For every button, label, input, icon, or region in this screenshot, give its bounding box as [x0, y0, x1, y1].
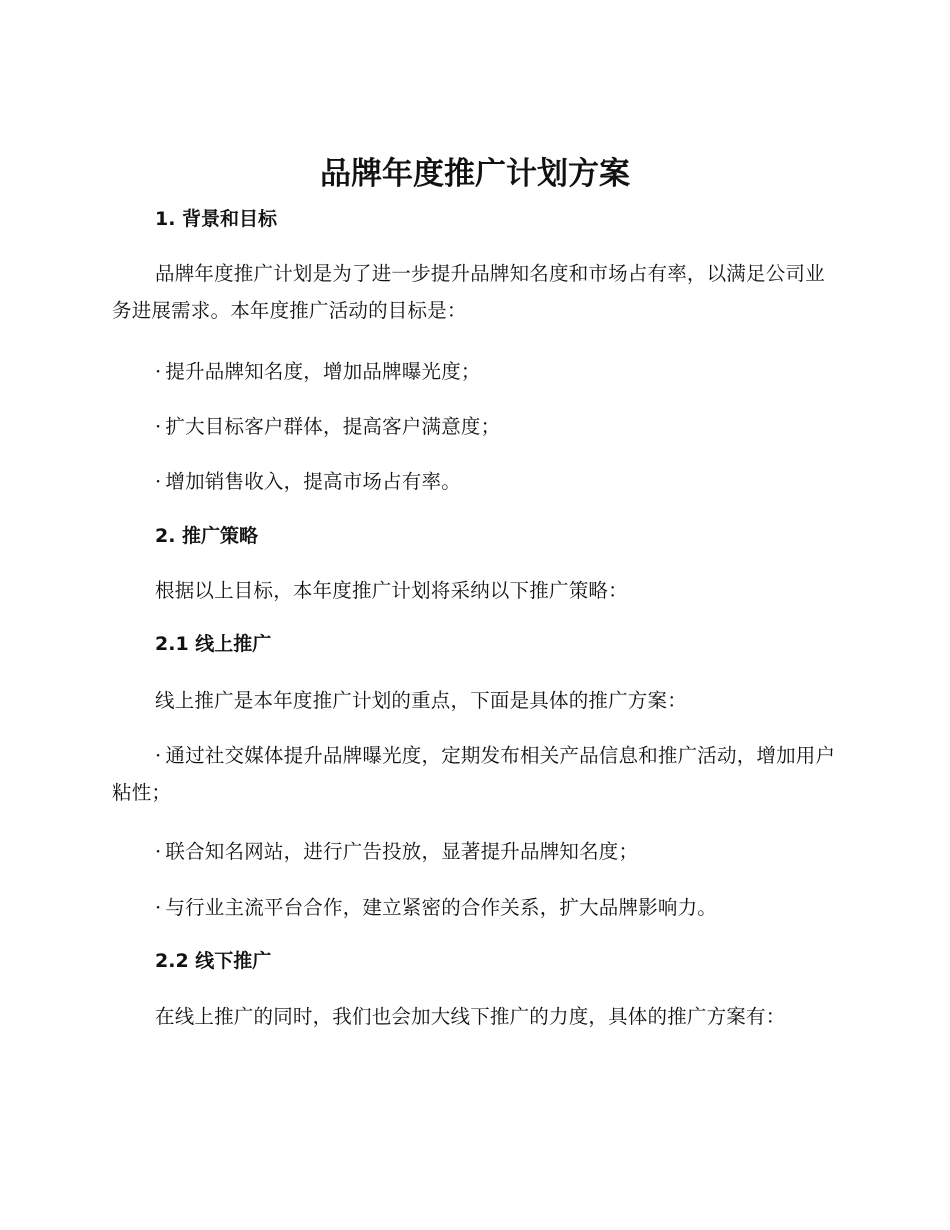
bullet-dot-icon: ·	[155, 744, 162, 767]
list-item-text: 增加销售收入，提高市场占有率。	[165, 470, 461, 493]
list-item	[112, 833, 836, 870]
list-item	[112, 889, 836, 926]
list-item-text: 与行业主流平台合作，建立紧密的合作关系，扩大品牌影响力。	[165, 896, 718, 919]
paragraph-offline-intro: 在线上推广的同时，我们也会加大线下推广的力度，具体的推广方案有：	[155, 1005, 786, 1028]
list-item	[112, 737, 836, 811]
bullet-dot-icon: ·	[155, 840, 162, 863]
section-heading-background-goals: 1. 背景和目标	[155, 208, 278, 230]
bullet-dot-icon: ·	[155, 470, 162, 493]
paragraph-online-intro: 线上推广是本年度推广计划的重点，下面是具体的推广方案：	[155, 689, 687, 712]
paragraph-strategy-intro: 根据以上目标，本年度推广计划将采纳以下推广策略：	[155, 579, 628, 602]
list-item	[112, 353, 836, 390]
bullet-dot-icon: ·	[155, 360, 162, 383]
list-item-text: 提升品牌知名度，增加品牌曝光度；	[165, 360, 481, 383]
list-item-text: 通过社交媒体提升品牌曝光度，定期发布相关产品信息和推广活动，增加用户粘性；	[112, 744, 836, 804]
section-heading-offline: 2.2 线下推广	[155, 950, 272, 972]
section-heading-strategy: 2. 推广策略	[155, 525, 259, 547]
paragraph-background-intro: 品牌年度推广计划是为了进一步提升品牌知名度和市场占有率，以满足公司业务进展需求。本年度推广活动的目标是：	[112, 262, 825, 322]
bullet-dot-icon: ·	[155, 896, 162, 919]
bullet-dot-icon: ·	[155, 415, 162, 438]
list-item	[112, 463, 836, 500]
list-item-text: 联合知名网站，进行广告投放，显著提升品牌知名度；	[165, 840, 639, 863]
section-heading-online: 2.1 线上推广	[155, 633, 272, 655]
list-item	[112, 408, 836, 445]
list-item-text: 扩大目标客户群体，提高客户满意度；	[165, 415, 501, 438]
document-title: 品牌年度推广计划方案	[320, 156, 630, 192]
